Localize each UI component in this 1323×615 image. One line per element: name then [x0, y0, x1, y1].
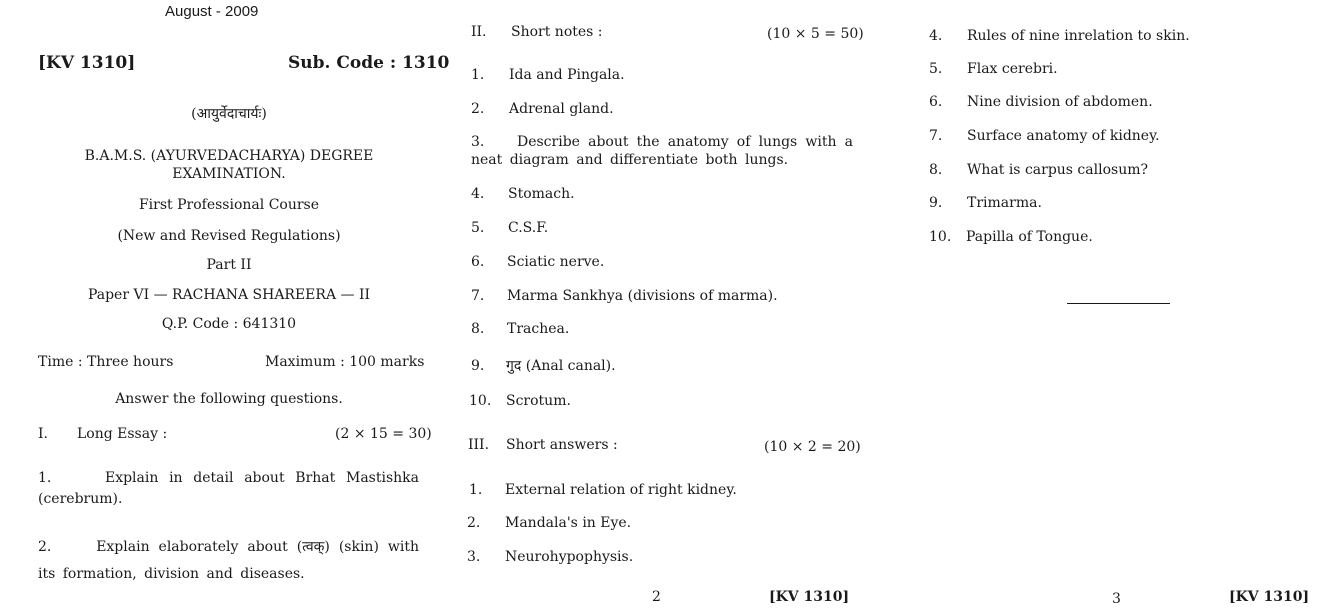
- list-item: 5. C.S.F.: [471, 220, 549, 236]
- question-number: 1.: [38, 470, 52, 486]
- list-item: 2. Adrenal gland.: [471, 101, 614, 117]
- sub-code: Sub. Code : 1310: [288, 53, 450, 73]
- list-item: 7. Surface anatomy of kidney.: [929, 128, 1160, 144]
- qp-code: Q.P. Code : 641310: [161, 316, 297, 332]
- list-item: 1. External relation of right kidney.: [469, 482, 737, 498]
- section-3-title: Short answers :: [506, 437, 618, 453]
- section-1-numeral: I.: [38, 426, 48, 442]
- long-essay-question: [38, 534, 419, 587]
- instruction: Answer the following questions.: [115, 391, 343, 407]
- list-item: 8. What is carpus callosum?: [929, 162, 1148, 178]
- footer-code: [KV 1310]: [1229, 589, 1310, 605]
- footer-code: [KV 1310]: [769, 589, 850, 605]
- section-1-title: Long Essay :: [77, 426, 168, 442]
- hindi-title: (आयुर्वेदाचार्यः): [191, 106, 267, 122]
- list-item: 3. Describe about the anatomy of lungs with a neat diagram and differentiate both lungs.: [471, 134, 853, 168]
- section-2-title: Short notes :: [511, 24, 603, 40]
- list-item: 4. Stomach.: [471, 186, 575, 202]
- list-item: 6. Sciatic nerve.: [471, 254, 605, 270]
- long-essay-question: [38, 468, 419, 510]
- paper-title: Paper VI — RACHANA SHAREERA — II: [87, 287, 371, 303]
- list-item: 10. Papilla of Tongue.: [929, 229, 1093, 245]
- section-3-numeral: III.: [468, 437, 490, 453]
- degree-line-2: EXAMINATION.: [172, 166, 286, 182]
- list-item: 4. Rules of nine inrelation to skin.: [929, 28, 1190, 44]
- question-number: 2.: [38, 539, 52, 555]
- list-item: 2. Mandala's in Eye.: [467, 515, 632, 531]
- list-item: 8. Trachea.: [471, 321, 570, 337]
- page-number: 3: [1112, 591, 1121, 607]
- page-number: 2: [652, 589, 661, 605]
- question-text: Explain in detail about Brhat Mastishka (cerebrum).: [38, 470, 419, 507]
- section-2-numeral: II.: [471, 24, 487, 40]
- question-text: Explain elaborately about (त्वक्) (skin) with its formation, division and diseases.: [38, 539, 419, 582]
- exam-time: Time : Three hours: [38, 354, 174, 370]
- list-item: 7. Marma Sankhya (divisions of marma).: [471, 288, 778, 304]
- section-1-marks: (2 × 15 = 30): [335, 426, 432, 442]
- end-rule: [1067, 303, 1170, 304]
- list-item: 1. Ida and Pingala.: [471, 67, 625, 83]
- list-item: 10. Scrotum.: [469, 393, 571, 409]
- list-item: 9. गुद (Anal canal).: [471, 358, 616, 374]
- paper-code: [KV 1310]: [38, 53, 136, 73]
- list-item: 6. Nine division of abdomen.: [929, 94, 1153, 110]
- max-marks: Maximum : 100 marks: [265, 354, 425, 370]
- degree-line-1: B.A.M.S. (AYURVEDACHARYA) DEGREE: [84, 148, 374, 164]
- list-item: 5. Flax cerebri.: [929, 61, 1058, 77]
- exam-date: August - 2009: [165, 3, 259, 20]
- list-item: 9. Trimarma.: [929, 195, 1042, 211]
- section-2-marks: (10 × 5 = 50): [767, 26, 864, 42]
- regulations: (New and Revised Regulations): [117, 228, 341, 244]
- list-item: 3. Neurohypophysis.: [467, 549, 634, 565]
- course-name: First Professional Course: [138, 197, 320, 213]
- section-3-marks: (10 × 2 = 20): [764, 439, 861, 455]
- part-label: Part II: [206, 257, 252, 273]
